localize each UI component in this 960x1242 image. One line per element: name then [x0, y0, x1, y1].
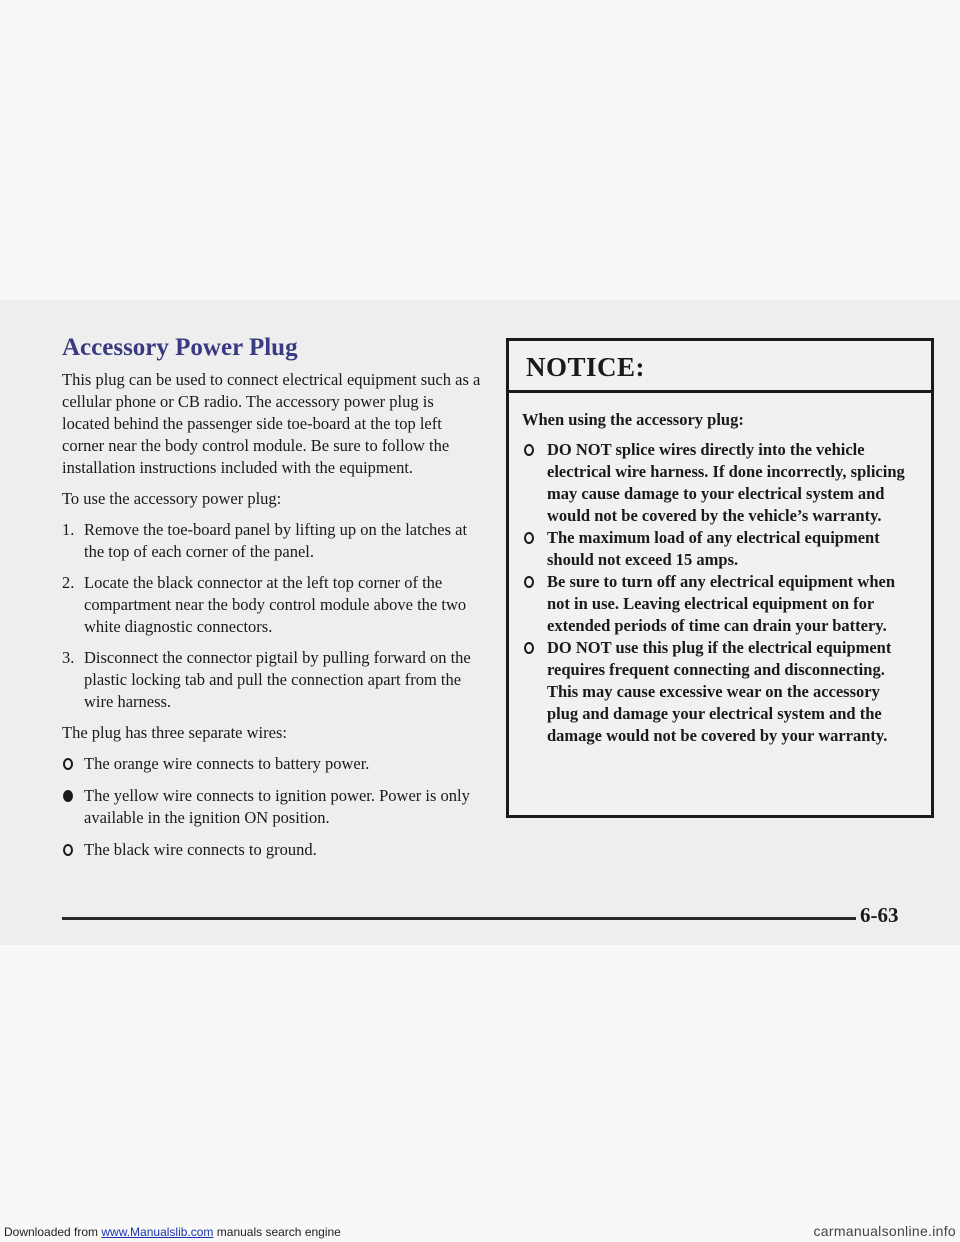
- manualslib-link[interactable]: www.Manualslib.com: [101, 1225, 214, 1239]
- steps-list: [62, 519, 482, 713]
- download-footer: Downloaded from www.Manualslib.com manuals search engine carmanualsonline.info: [4, 1223, 956, 1239]
- list-item: The black wire connects to ground.: [62, 839, 482, 861]
- step-text: Remove the toe-board panel by lifting up on the latches at the top of each corner of the panel.: [84, 520, 468, 561]
- step-text: Locate the black connector at the left top corner of the compartment near the body control module above the two white diagnostic connectors.: [84, 573, 467, 636]
- notice-list: [522, 439, 915, 747]
- step-number: 2.: [62, 573, 75, 592]
- notice-lead: When using the accessory plug:: [522, 410, 744, 429]
- intro-paragraph: This plug can be used to connect electrical equipment such as a cellular phone or CB radio. The accessory power plug is located behind the passenger side toe-board at the top left corner near the body control module. Be sure to follow the installation instructions included with the equipment.: [62, 370, 481, 477]
- notice-body: [509, 393, 931, 747]
- left-column: [62, 369, 482, 871]
- wires-intro: The plug has three separate wires:: [62, 723, 287, 742]
- list-item: The orange wire connects to battery power.: [62, 753, 482, 775]
- footer-rule: [62, 917, 856, 920]
- list-item: DO NOT use this plug if the electrical equipment requires frequent connecting and disconnecting. This may cause excessive wear on the accessory plug and damage your electrical system and the damage would not be covered by your warranty.: [522, 637, 915, 747]
- notice-heading: NOTICE:: [509, 341, 931, 393]
- steps-intro: To use the accessory power plug:: [62, 489, 282, 508]
- bullet-icon: [63, 758, 73, 770]
- step-text: Disconnect the connector pigtail by pulling forward on the plastic locking tab and pull the connection apart from the wire harness.: [84, 648, 471, 711]
- step-number: 1.: [62, 520, 75, 539]
- page-number: 6-63: [860, 903, 899, 927]
- bullet-icon: [524, 642, 534, 654]
- step-number: 3.: [62, 648, 75, 667]
- bullet-icon: [524, 532, 534, 544]
- bullet-icon: [524, 576, 534, 588]
- bullet-icon: [63, 844, 73, 856]
- step-item: [62, 647, 482, 713]
- list-item: The maximum load of any electrical equipment should not exceed 15 amps.: [522, 527, 915, 571]
- bullet-icon: [524, 444, 534, 456]
- wires-list: [62, 753, 482, 861]
- section-title: Accessory Power Plug: [62, 334, 298, 361]
- list-item: DO NOT splice wires directly into the vehicle electrical wire harness. If done incorrectly, splicing may cause damage to your electrical system and would not be covered by the vehicle’s warranty.: [522, 439, 915, 527]
- notice-box: [506, 338, 934, 818]
- step-item: [62, 572, 482, 638]
- list-item: The yellow wire connects to ignition power. Power is only available in the ignition ON position.: [62, 785, 482, 829]
- bullet-icon: [63, 790, 73, 802]
- step-item: [62, 519, 482, 563]
- watermark-text: carmanualsonline.info: [813, 1223, 956, 1239]
- list-item: Be sure to turn off any electrical equipment when not in use. Leaving electrical equipment on for extended periods of time can drain your battery.: [522, 571, 915, 637]
